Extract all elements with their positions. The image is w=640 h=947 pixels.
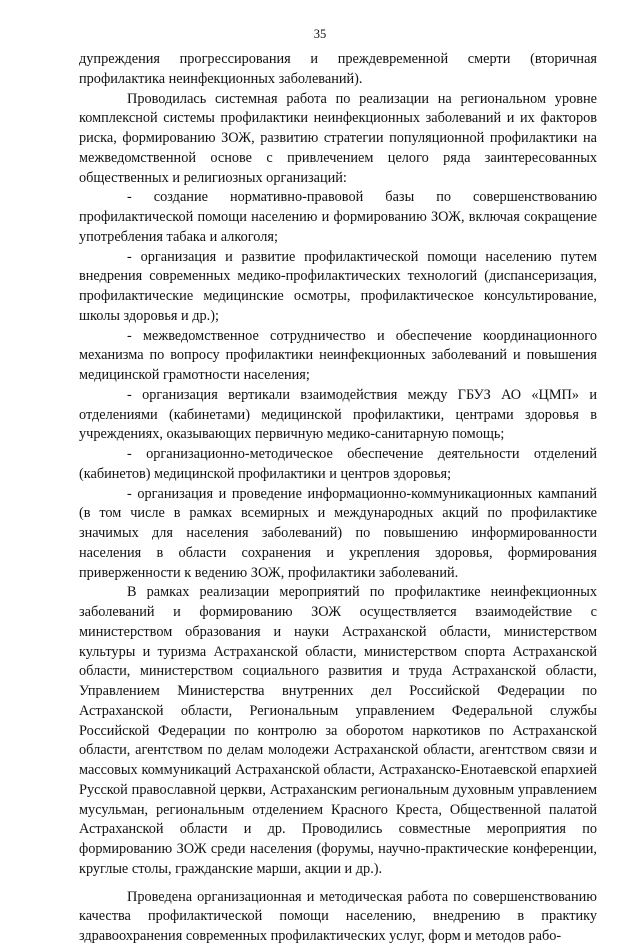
list-item-legal-base: - создание нормативно-правовой базы по совершенствованию профилактической помощи населению и формированию ЗОЖ, включая сокращение употребления табака и алкоголя; bbox=[79, 189, 597, 245]
list-item-prevention-technologies: - организация и развитие профилактической помощи населению путем внедрения современных медико-профилактических технологий (диспансеризация, профилактические медицинские осмотры, профилактическое консультирование, школы здоровья и др.); bbox=[79, 248, 597, 324]
paragraph-intro: Проводилась системная работа по реализации на региональном уровне комплексной системы профилактики неинфекционных заболеваний и их факторов риска, формированию ЗОЖ, развитию стратегии популяционной профилактики на межведомственной основе с привлечением целого ряда заинтересованных общественных и религиозных организаций: bbox=[79, 90, 597, 186]
page-number: 35 bbox=[313, 27, 327, 41]
paragraph-methodological-work: Проведена организационная и методическая работа по совершенствованию качества профилактической помощи населению, внедрению в практику здравоохранения современных профилактических услуг, форм и методов рабо- bbox=[79, 888, 597, 944]
paragraph-continuation: дупреждения прогрессирования и преждевременной смерти (вторичная профилактика неинфекционных заболеваний). bbox=[79, 51, 597, 87]
paragraph-interaction: В рамках реализации мероприятий по профилактике неинфекционных заболеваний и формированию ЗОЖ осуществляется взаимодействие с министерством образования и науки Астраханской области, министерством культуры и туризма Астраханской области, министерством спорта Астраханской области, министерством социального развития и труда Астраханской области, Управлением Министерства внутренних дел Российской Федерации по Астраханской области, Региональным управлением Федеральной службы Российской Федерации по контролю за оборотом наркотиков по Астраханской области, агентством по делам молодежи Астраханской области, агентством связи и массовых коммуникаций Астраханской области, Астраханско-Енотаевской епархией Русской православной церкви, Астраханским региональным духовным управлением мусульман, региональным отделением Красного Креста, Общественной палатой Астраханской области и др. Проводились совместные мероприятия по формированию ЗОЖ среди населения (форумы, научно-практические конференции, круглые столы, гражданские марши, акции и др.). bbox=[79, 584, 597, 877]
list-item-information-campaigns: - организация и проведение информационно-коммуникационных кампаний (в том числе в рамках всемирных и международных акций по профилактике значимых для населения заболеваний) по повышению информированности населения в области сохранения и укрепления здоровья, формирования приверженности к ведению ЗОЖ, профилактики заболеваний. bbox=[79, 485, 597, 581]
list-item-vertical-interaction: - организация вертикали взаимодействия между ГБУЗ АО «ЦМП» и отделениями (кабинетами) медицинской профилактики, центрами здоровья в учреждениях, оказывающих первичную медико-санитарную помощь; bbox=[79, 386, 597, 443]
page-body bbox=[79, 50, 597, 947]
list-item-interagency-cooperation: - межведомственное сотрудничество и обеспечение координационного механизма по вопросу профилактики неинфекционных заболеваний и повышения медицинской грамотности населения; bbox=[79, 327, 597, 383]
list-item-methodological-support: - организационно-методическое обеспечение деятельности отделений (кабинетов) медицинской профилактики и центров здоровья; bbox=[79, 446, 597, 482]
